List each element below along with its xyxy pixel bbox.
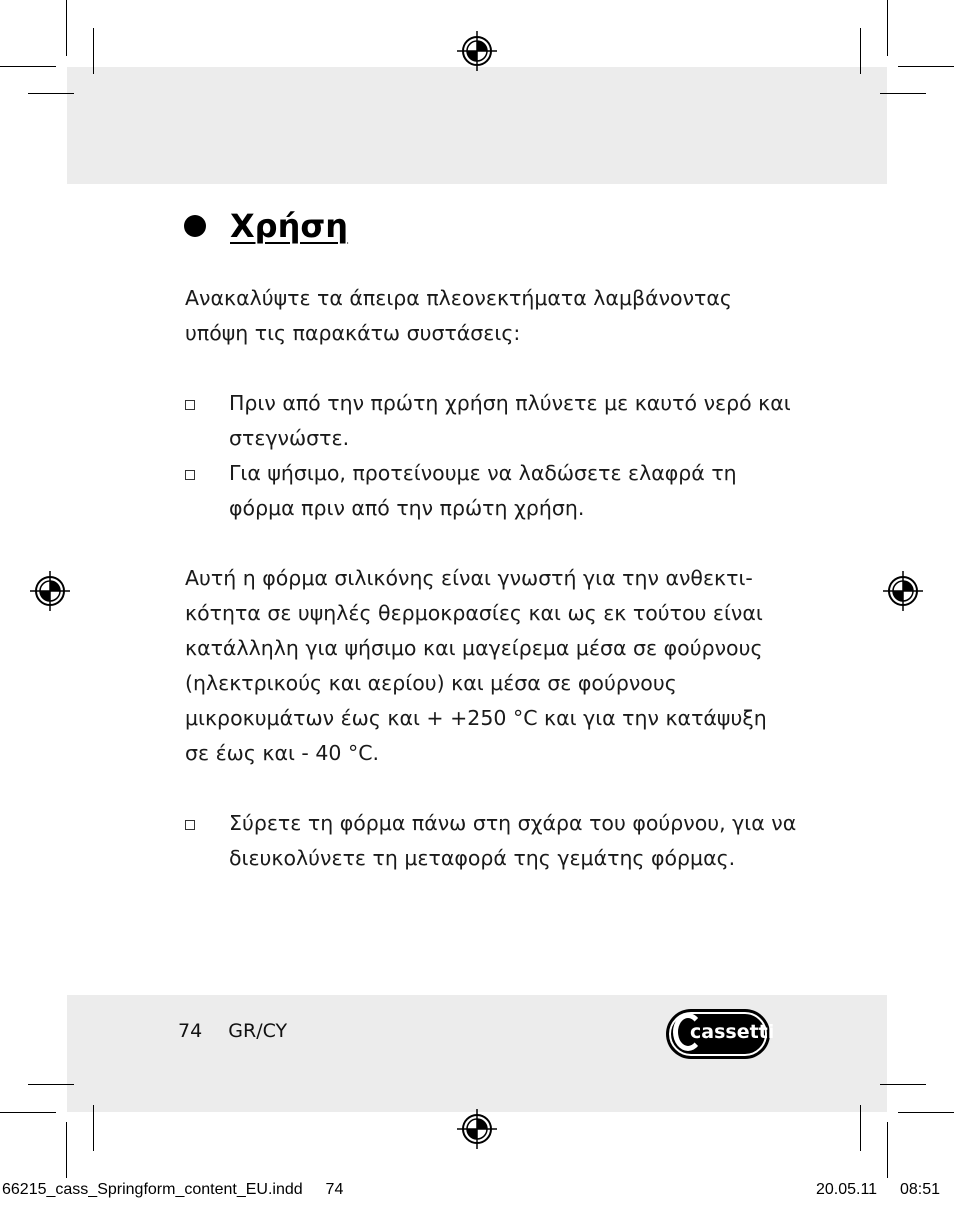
checkbox-square-icon <box>185 470 195 480</box>
slug-filename: 66215_cass_Springform_content_EU.indd <box>2 1181 303 1198</box>
crop-mark <box>28 93 74 94</box>
slug-time: 08:51 <box>899 1181 940 1198</box>
brand-logo <box>666 1009 775 1059</box>
registration-mark-icon <box>30 571 70 611</box>
crop-mark <box>0 1112 56 1113</box>
section-heading <box>184 204 348 248</box>
checkbox-square-icon <box>185 820 195 830</box>
crop-mark <box>898 66 954 67</box>
crop-mark <box>880 93 926 94</box>
slug-file-info <box>2 1181 343 1199</box>
crop-mark <box>887 1122 888 1178</box>
checkbox-square-icon <box>185 400 195 410</box>
page-footer <box>178 1020 287 1042</box>
crop-mark <box>66 0 67 56</box>
bullet-dot-icon <box>184 215 206 237</box>
list-item-text: Πριν από την πρώτη χρήση πλύνετε με καυτό νερό και στεγνώστε. <box>229 391 791 450</box>
footer-band <box>67 995 887 1112</box>
crop-mark <box>898 1112 954 1113</box>
intro-paragraph: Ανακαλύψτε τα άπειρα πλεονεκτήματα λαμβάνοντας υπόψη τις παρακάτω συστάσεις: <box>185 286 732 345</box>
crop-mark <box>860 28 861 74</box>
list-item-text: Σύρετε τη φόρμα πάνω στη σχάρα του φούρνου, για να διευκολύνετε τη μεταφορά της γεμάτης φόρμας. <box>229 811 797 870</box>
body-paragraph: Αυτή η φόρμα σιλικόνης είναι γνωστή για την ανθεκτι-κότητα σε υψηλές θερμοκρασίες και ως εκ τούτου είναι κατάλληλη για ψήσιμο και μαγείρεμα μέσα σε φούρνους (ηλεκτρικούς και αερίου) και μέσα σε φούρνους μικροκυμάτων έως και + +250 °C και για την κατάψυξη σε έως και - 40 °C. <box>185 566 767 765</box>
language-code: GR/CY <box>228 1020 288 1042</box>
crop-mark <box>880 1084 926 1085</box>
section-title: Χρήση <box>230 207 349 245</box>
list-item <box>185 386 805 456</box>
registration-mark-icon <box>883 571 923 611</box>
slug-date: 20.05.11 <box>815 1181 878 1198</box>
crop-mark <box>0 66 56 67</box>
crop-mark <box>28 1084 74 1085</box>
list-item <box>185 456 805 526</box>
crop-mark <box>860 1105 861 1151</box>
registration-mark-icon <box>457 1109 497 1149</box>
slug-timestamp <box>816 1181 940 1199</box>
header-band <box>67 67 887 184</box>
list-item-text: Για ψήσιμο, προτείνουμε να λαδώσετε ελαφρά τη φόρμα πριν από την πρώτη χρήση. <box>229 461 737 520</box>
page-number: 74 <box>178 1020 203 1042</box>
slug-page: 74 <box>325 1181 344 1198</box>
crop-mark <box>93 28 94 74</box>
list-item <box>185 806 805 911</box>
registration-mark-icon <box>457 31 497 71</box>
brand-name: cassetti <box>690 1021 775 1043</box>
crop-mark <box>66 1122 67 1178</box>
crop-mark <box>93 1105 94 1151</box>
crop-mark <box>887 0 888 56</box>
